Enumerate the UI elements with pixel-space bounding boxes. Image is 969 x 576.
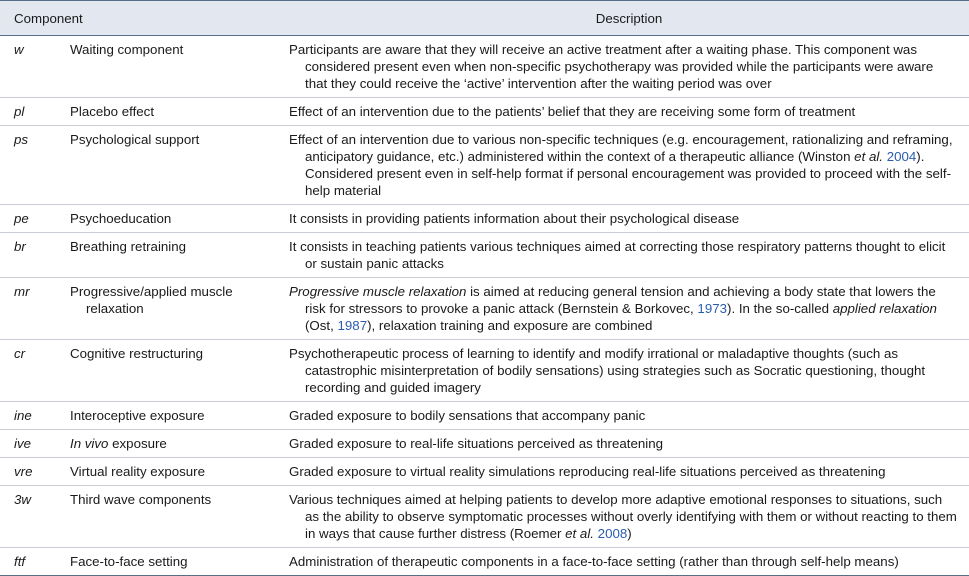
component-abbr: ine <box>0 402 70 430</box>
component-description: It consists in providing patients information about their psychological disease <box>289 205 969 233</box>
component-name: Psychoeducation <box>70 205 289 233</box>
citation-link[interactable]: 2004 <box>886 149 917 164</box>
component-abbr: ive <box>0 430 70 458</box>
component-abbr: pe <box>0 205 70 233</box>
component-description: Various techniques aimed at helping patients to develop more adaptive emotional responses to situations, such as the ability to observe symptomatic processes without overly identifying with them or without reacting to them in ways that cause further distress (Roemer et al. 2008) <box>289 486 969 548</box>
component-name: Psychological support <box>70 126 289 205</box>
component-abbr: cr <box>0 340 70 402</box>
component-name: In vivo exposure <box>70 430 289 458</box>
component-description: Participants are aware that they will receive an active treatment after a waiting phase. This component was considered present even when non-specific psychotherapy was provided while the participants were aware that they could receive the ‘active’ intervention after the waiting period was over <box>289 36 969 98</box>
component-name: Placebo effect <box>70 98 289 126</box>
table-row <box>0 402 969 430</box>
component-description: It consists in teaching patients various techniques aimed at correcting those respiratory patterns thought to elicit or sustain panic attacks <box>289 233 969 278</box>
component-name: Virtual reality exposure <box>70 458 289 486</box>
component-name: Progressive/applied muscle relaxation <box>70 278 289 340</box>
component-abbr: ps <box>0 126 70 205</box>
table-row <box>0 458 969 486</box>
citation-link[interactable]: 1987 <box>337 318 368 333</box>
component-abbr: pl <box>0 98 70 126</box>
et-al: et al. <box>565 526 594 541</box>
table-row <box>0 36 969 98</box>
component-description: Graded exposure to bodily sensations that accompany panic <box>289 402 969 430</box>
component-name: Interoceptive exposure <box>70 402 289 430</box>
component-description: Psychotherapeutic process of learning to identify and modify irrational or maladaptive thoughts (such as catastrophic misinterpretation of bodily sensations) using strategies such as Socratic questioning, thought recording and guided imagery <box>289 340 969 402</box>
component-description: Graded exposure to real-life situations perceived as threatening <box>289 430 969 458</box>
table-row <box>0 548 969 576</box>
table-row <box>0 98 969 126</box>
table-row <box>0 126 969 205</box>
description-column-header: Description <box>289 1 969 36</box>
component-name: Cognitive restructuring <box>70 340 289 402</box>
table-header-row <box>0 1 969 36</box>
table-row <box>0 205 969 233</box>
table-row <box>0 340 969 402</box>
component-abbr: 3w <box>0 486 70 548</box>
component-name: Face-to-face setting <box>70 548 289 576</box>
component-description: Progressive muscle relaxation is aimed at reducing general tension and achieving a body state that lowers the risk for stressors to provoke a panic attack (Bernstein & Borkovec, 1973). In the so-called applied relaxation (Ost, 1987), relaxation training and exposure are combined <box>289 278 969 340</box>
component-description: Administration of therapeutic components in a face-to-face setting (rather than through self-help means) <box>289 548 969 576</box>
component-abbr: mr <box>0 278 70 340</box>
citation-link[interactable]: 1973 <box>697 301 728 316</box>
component-description: Graded exposure to virtual reality simulations reproducing real-life situations perceived as threatening <box>289 458 969 486</box>
component-abbr: br <box>0 233 70 278</box>
component-abbr: ftf <box>0 548 70 576</box>
component-name: Breathing retraining <box>70 233 289 278</box>
component-column-header: Component <box>0 1 289 36</box>
table-row <box>0 278 969 340</box>
table-row <box>0 233 969 278</box>
component-abbr: w <box>0 36 70 98</box>
component-name: Waiting component <box>70 36 289 98</box>
table-row <box>0 430 969 458</box>
citation-link[interactable]: 2008 <box>597 526 628 541</box>
component-description: Effect of an intervention due to the patients’ belief that they are receiving some form of treatment <box>289 98 969 126</box>
component-description: Effect of an intervention due to various non-specific techniques (e.g. encouragement, rationalizing and reframing, anticipatory guidance, etc.) administered within the context of a therapeutic alliance (Winston et al. 2004). Considered present even in self-help format if personal encouragement was provided to proceed with the self-help material <box>289 126 969 205</box>
component-name: Third wave components <box>70 486 289 548</box>
component-abbr: vre <box>0 458 70 486</box>
et-al: et al. <box>854 149 883 164</box>
table-row <box>0 486 969 548</box>
